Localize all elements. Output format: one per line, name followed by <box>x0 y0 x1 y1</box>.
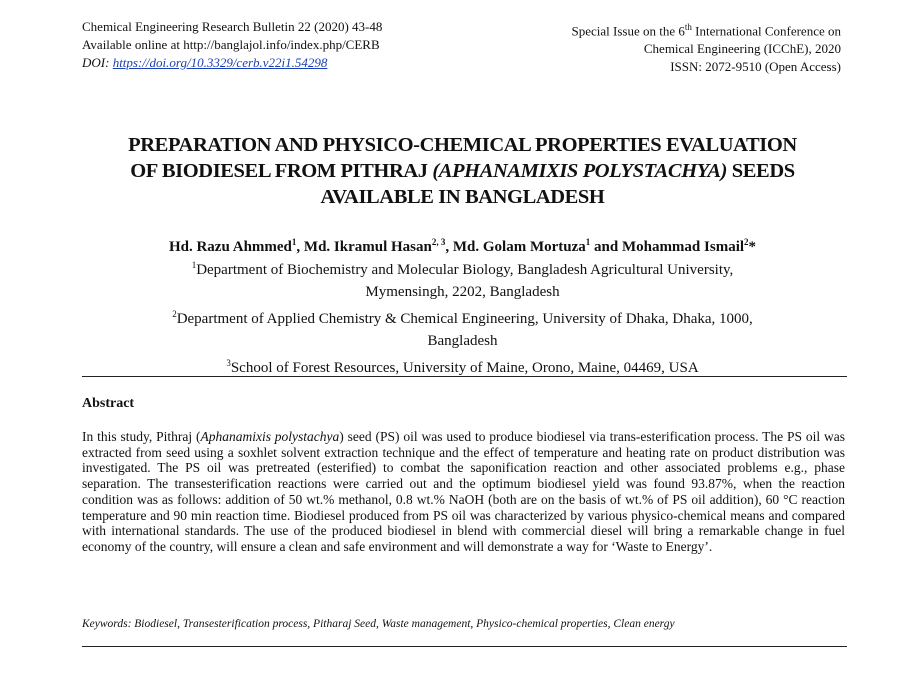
affiliation-3: $^3$School of Forest Resources, University of Maine, Orono, Maine, 04469, USA <box>226 358 699 376</box>
affiliation-1: $^1$Department of Biochemistry and Molecular Biology, Bangladesh Agricultural University, <box>191 260 734 278</box>
bottom-rule <box>82 646 847 647</box>
author: Md. Golam Mortuza <box>452 239 586 255</box>
abstract-heading: Abstract <box>82 396 135 411</box>
keywords: Keywords: Biodiesel, Transesterification process, Pitharaj Seed, Waste management, Physico-chemical properties, Clean energy <box>82 618 675 630</box>
affiliation-2-cont: Bangladesh <box>427 333 498 349</box>
doi-label: DOI: <box>82 55 110 70</box>
conference-header <box>572 18 841 76</box>
abstract-text: In this study, Pithraj (Aphanamixis polystachya) seed (PS) oil was used to produce biodiesel via trans-esterification process. The PS oil was extracted from seed using a soxhlet solvent extraction technique and the effect of temperature and heating rate on product distribution was investigated. The PS oil was pretreated (esterified) to combat the saponification reaction and other associated problems e.g., phase separation. The transesterification reactions were carried out and the optimum biodiesel yield was found 93.87%, when the reaction condition was as follows: addition of 50 wt.% methanol, 0.8 wt.% NaOH (both are on the basis of wt.% of PS oil addition), 60 °C reaction temperature and 90 min reaction time. Biodiesel produced from PS oil was characterized by various physico-chemical means and compared with international standards. The use of the produced biodiesel in blend with commercial diesel will bring a remarkable change in fuel economy of the country, will ensure a clean and safe environment and will demonstrate a way for ‘Waste to Energy’. <box>82 429 845 554</box>
special-issue: Special Issue on the 6th International Conference on <box>571 22 841 39</box>
author: Md. Ikramul Hasan <box>303 239 432 255</box>
title-line-1: PREPARATION AND PHYSICO-CHEMICAL PROPERTIES EVALUATION <box>128 134 797 156</box>
affiliation-2: $^2$Department of Applied Chemistry & Chemical Engineering, University of Dhaka, Dhaka, 1000, <box>172 309 753 327</box>
paper-title <box>60 132 865 210</box>
doi-link[interactable]: https://doi.org/10.3329/cerb.v22i1.54298 <box>112 55 328 70</box>
conference-name: Chemical Engineering (ICChE), 2020 <box>643 41 841 57</box>
issn: ISSN: 2072-9510 (Open Access) <box>670 59 841 75</box>
title-line-2: OF BIODIESEL FROM PITHRAJ (APHANAMIXIS POLYSTACHYA) SEEDS <box>130 160 795 182</box>
journal-header <box>82 18 382 72</box>
top-rule <box>82 376 847 377</box>
doi-line <box>82 54 382 72</box>
affiliation-1-cont: Mymensingh, 2202, Bangladesh <box>365 284 560 300</box>
author: Hd. Razu Ahmmed <box>168 239 292 255</box>
journal-citation: Chemical Engineering Research Bulletin 22 (2020) 43-48 <box>82 19 383 34</box>
title-line-3: AVAILABLE IN BANGLADESH <box>320 186 605 208</box>
author-list: Hd. Razu Ahmmed$^1$, Md. Ikramul Hasan$^{2, 3}$, Md. Golam Mortuza$^1$ and Mohammad Ismail$^2$* <box>168 237 757 255</box>
affiliations <box>60 254 865 379</box>
author: Mohammad Ismail <box>621 239 745 255</box>
journal-url: Available online at http://banglajol.info/index.php/CERB <box>82 37 380 52</box>
